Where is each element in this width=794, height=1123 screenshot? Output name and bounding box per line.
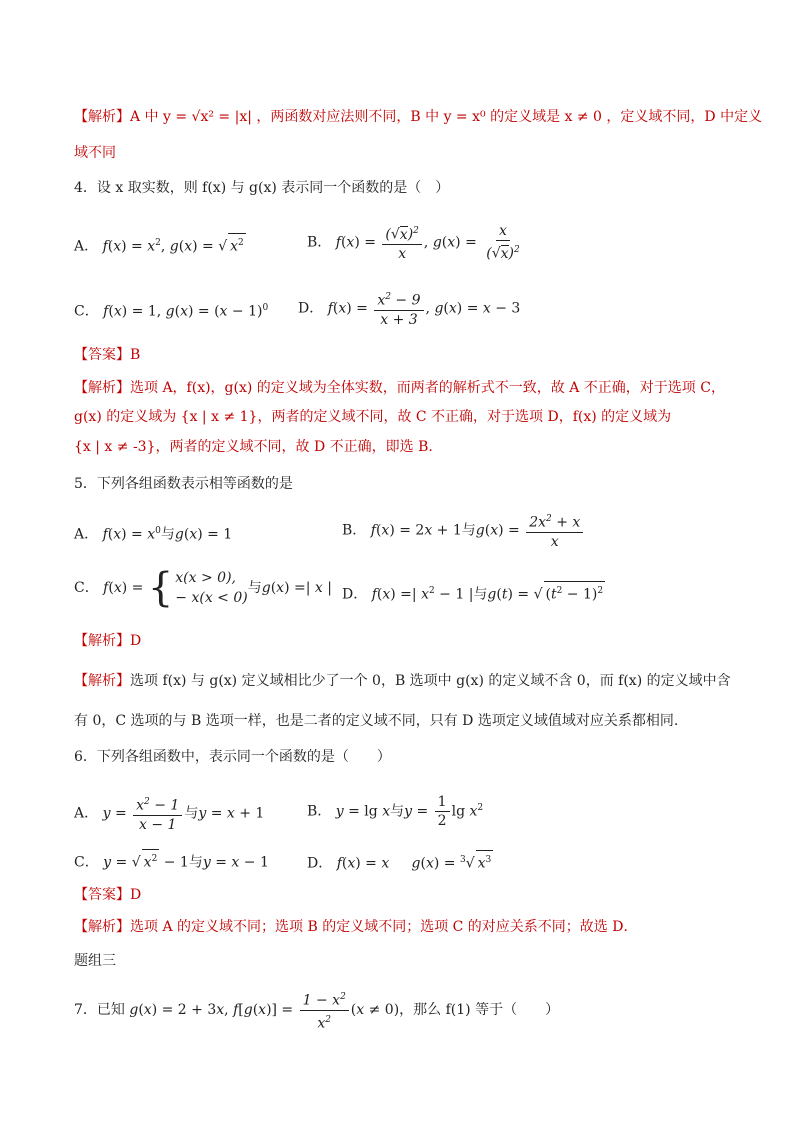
analysis-label: 【解析】: [74, 673, 130, 689]
q4-d-label: D．: [298, 300, 324, 317]
answer-label: 【答案】: [74, 347, 130, 363]
q6-stem: 6．下列各组函数中，表示同一个函数的是（ ）: [74, 749, 391, 765]
q3-analysis-text-2: 域不同: [74, 145, 116, 161]
q6-analysis-text: 选项 A 的定义域不同；选项 B 的定义域不同；选项 C 的对应关系不同；故选 D．: [130, 919, 638, 935]
q4-analysis-text-1: 选项 A，f(x)，g(x) 的定义域为全体实数，而两者的解析式不一致，故 A 不正确，对于选项 C，: [130, 380, 725, 396]
answer-label: 【答案】: [74, 887, 130, 903]
q4-analysis-line-1: [74, 377, 734, 399]
q4-option-c: C． f(x) = 1, $g(x) = (x - 1)^0$: [74, 303, 269, 320]
q4-a-label: A．: [74, 238, 99, 255]
q4-b-label: B．: [307, 234, 332, 251]
q7-stem: 7．已知 g(x) = 2 + 3x, f[g(x)] = $\frac{1 - x^2}{x^2}$ (x ≠ 0)，那么 f(1) 等于（ ）: [74, 988, 559, 1032]
analysis-label: 【解析】: [74, 380, 130, 396]
q4-option-a: A． $f(x) = x^2$, g(x) = √ $x^2$: [74, 232, 246, 258]
q4-option-b: B． f(x) = $\frac{(√x)^2}{x}$ , g(x) = $\frac{x}{(√x)^2}$: [307, 223, 520, 262]
analysis-label: 【解析】: [74, 919, 130, 935]
q3-analysis-text: A 中 y = √x² = |x| ，两函数对应法则不同，B 中 y = x⁰ 的定义域是 x ≠ 0 ，定义域不同，D 中定义: [130, 109, 763, 125]
q6-option-b: B． y = lg x与y = $\frac{1}{2}$ $\lg x^2$: [307, 794, 484, 829]
group-title: 题组三: [74, 953, 116, 969]
q5-answer: D: [130, 633, 142, 649]
q5-a-label: A．: [74, 526, 99, 543]
q5-option-a: A． $f(x) = x^0$与g(x) = 1: [74, 526, 233, 543]
q4-analysis-line-3: [74, 436, 734, 458]
q5-answer-label: 【解析】: [74, 633, 130, 649]
q5-d-label: D．: [342, 586, 368, 603]
q4-answer-line: [74, 344, 734, 366]
q6-d-label: D．: [307, 855, 333, 872]
q6-answer-line: [74, 884, 734, 906]
q3-analysis-line-1: [74, 106, 763, 128]
q6-option-d: D． f(x) = x g(x) = $^3$√ $x^3$: [307, 849, 493, 875]
q5-analysis-text-2: 有 0，C 选项的与 B 选项一样，也是二者的定义域不同，只有 D 选项定义域值域对应关系都相同.: [74, 713, 679, 729]
q4-option-d: D． f(x) = $\frac{x^2 - 9}{x + 3}$ , g(x) = x − 3: [298, 288, 520, 329]
q5-analysis-line-1: [74, 670, 734, 692]
q5-answer-line: [74, 630, 734, 652]
q6-b-label: B．: [307, 803, 332, 820]
q5-stem: 5．下列各组函数表示相等函数的是: [74, 476, 293, 492]
q4-c-label: C．: [74, 303, 99, 320]
q4-analysis-line-2: [74, 406, 734, 428]
q5-b-label: B．: [342, 522, 367, 539]
q4-analysis-text-3: {x | x ≠ -3}，两者的定义域不同，故 D 不正确，即选 B.: [74, 439, 433, 455]
q4-analysis-text-2: g(x) 的定义域为 {x | x ≠ 1}，两者的定义域不同，故 C 不正确，对于选项 D，f(x) 的定义域为: [74, 409, 672, 425]
q4-stem: 4．设 x 取实数，则 f(x) 与 g(x) 表示同一个函数的是（ ）: [74, 180, 450, 196]
q5-option-c: C． f(x) = { x(x > 0), − x(x < 0) 与g(x) =| x |: [74, 565, 332, 611]
analysis-label: 【解析】: [74, 109, 130, 125]
q4-answer: B: [130, 347, 141, 363]
q6-c-label: C．: [74, 854, 99, 871]
q5-analysis-text-1: 选项 f(x) 与 g(x) 定义域相比少了一个 0，B 选项中 g(x) 的定义域不含 0，而 f(x) 的定义域中含: [130, 673, 731, 689]
q6-option-c: C． y = √ $x^2 - 1$与y = x − 1: [74, 849, 269, 874]
q7-stem-suffix: ，那么 f(1) 等于（ ）: [399, 1002, 560, 1019]
q6-a-label: A．: [74, 805, 99, 822]
q5-option-b: B． f(x) = 2x + 1与g(x) = $\frac{2x^2 + x}{x}$: [342, 510, 585, 551]
q5-option-d: D． f(x) =| $x^2 - 1$ |与g(t) = √ $(t^2 - 1)^2$: [342, 580, 605, 606]
q3-analysis-line-2: [74, 142, 734, 164]
q5-analysis-line-2: [74, 710, 734, 732]
q7-stem-prefix: 7．已知: [74, 1002, 130, 1019]
q6-analysis-line: [74, 916, 734, 938]
q5-c-label: C．: [74, 580, 99, 596]
q6-option-a: A． y = $\frac{x^2 - 1}{x - 1}$ 与y = x + 1: [74, 793, 264, 834]
q6-answer: D: [130, 887, 142, 903]
